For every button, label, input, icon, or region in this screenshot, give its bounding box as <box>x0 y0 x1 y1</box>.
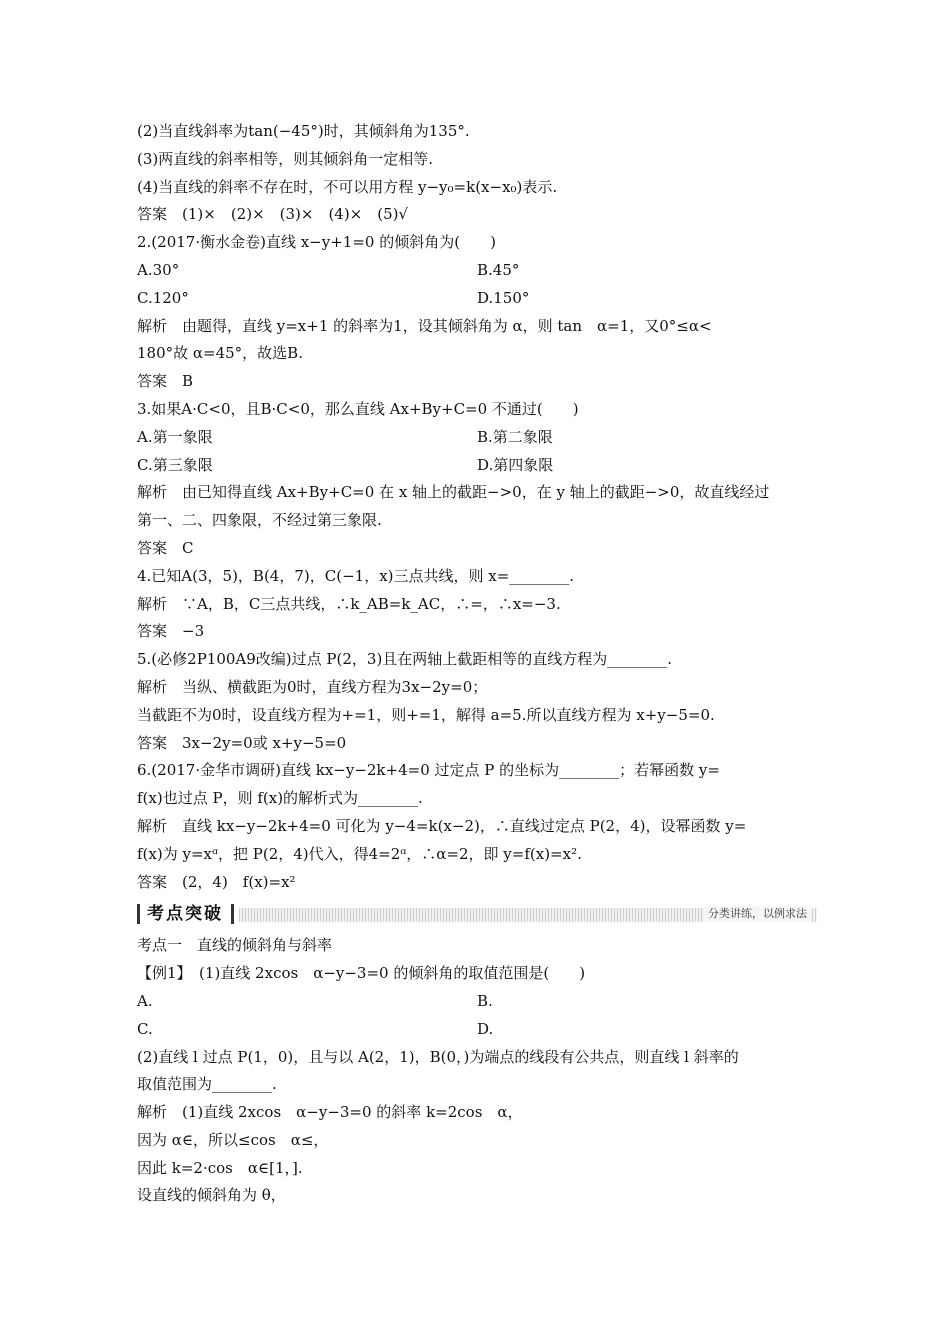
option-c: C.120° <box>137 288 189 307</box>
solution-line: 设直线的倾斜角为 θ， <box>137 1186 286 1205</box>
answer-line: 答案 3x−2y=0或 x+y−5=0 <box>137 733 347 752</box>
answer-line: 答案 −3 <box>137 622 205 641</box>
option-d: D.150° <box>477 288 530 307</box>
question-6: 6.(2017·金华市调研)直线 kx−y−2k+4=0 过定点 P 的坐标为________；若幂函数 y= <box>137 761 720 780</box>
banner-bar-icon <box>137 904 140 924</box>
answer-line: 答案 (1)× (2)× (3)× (4)× (5)√ <box>137 205 409 224</box>
option-c: C. <box>137 1019 153 1038</box>
text-line: (2)当直线斜率为tan(−45°)时，其倾斜角为135°. <box>137 122 470 140</box>
banner-tag: 分类讲练，以例求法 <box>704 906 811 922</box>
section-banner <box>137 902 817 926</box>
solution-line: 因为 α∈，所以≤cos α≤， <box>137 1130 329 1149</box>
banner-title: 考点突破 <box>147 904 223 925</box>
option-d: D. <box>477 1019 494 1038</box>
text-line: (3)两直线的斜率相等，则其倾斜角一定相等. <box>137 149 434 168</box>
answer-line: 答案 B <box>137 372 194 391</box>
option-a: A.第一象限 <box>137 427 213 446</box>
option-d: D.第四象限 <box>477 455 554 474</box>
solution-line: 解析 当纵、横截距为0时，直线方程为3x−2y=0； <box>137 677 488 696</box>
question-4: 4.已知A(3，5)，B(4，7)，C(−1，x)三点共线，则 x=________. <box>137 566 575 585</box>
solution-line: 解析 由题得，直线 y=x+1 的斜率为1，设其倾斜角为 α，则 tan α=1，又0°≤α< <box>137 316 712 335</box>
solution-line: 解析 (1)直线 2xcos α−y−3=0 的斜率 k=2cos α， <box>137 1103 523 1122</box>
text-line: (4)当直线的斜率不存在时，不可以用方程 y−y₀=k(x−x₀)表示. <box>137 177 558 196</box>
banner-divider-icon <box>231 904 234 924</box>
solution-line: 当截距不为0时，设直线方程为+=1，则+=1，解得 a=5.所以直线方程为 x+y−5=0. <box>137 705 715 724</box>
q2-options-row-2 <box>137 285 817 313</box>
solution-line: 解析 由已知得直线 Ax+By+C=0 在 x 轴上的截距−>0，在 y 轴上的截距−>0，故直线经过 <box>137 483 770 502</box>
option-b: B.45° <box>477 260 520 279</box>
text-line: 取值范围为________. <box>137 1075 277 1094</box>
solution-line: 解析 直线 kx−y−2k+4=0 可化为 y−4=k(x−2)，∴直线过定点 P(2，4)，设幂函数 y= <box>137 816 747 835</box>
answer-line: 答案 (2，4) f(x)=x² <box>137 872 296 891</box>
question-2: 2.(2017·衡水金卷)直线 x−y+1=0 的倾斜角为( ) <box>137 233 496 252</box>
question-6-cont: f(x)也过点 P，则 f(x)的解析式为________. <box>137 789 423 808</box>
solution-line: 解析 ∵A，B，C三点共线，∴k_AB=k_AC，∴=，∴x=−3. <box>137 594 561 613</box>
solution-line: 180°故 α=45°，故选B. <box>137 344 303 363</box>
option-b: B.第二象限 <box>477 427 553 446</box>
ex1-options-row-1 <box>137 988 817 1016</box>
question-3: 3.如果A·C<0，且B·C<0，那么直线 Ax+By+C=0 不通过( ) <box>137 399 579 418</box>
example-1: 【例1】 (1)直线 2xcos α−y−3=0 的倾斜角的取值范围是( ) <box>137 964 586 983</box>
question-5: 5.(必修2P100A9改编)过点 P(2，3)且在两轴上截距相等的直线方程为________. <box>137 650 673 669</box>
text-line: (2)直线 l 过点 P(1，0)，且与以 A(2，1)，B(0，)为端点的线段有公共点，则直线 l 斜率的 <box>137 1047 739 1066</box>
q3-options-row-1 <box>137 424 817 452</box>
option-b: B. <box>477 991 493 1010</box>
section-heading: 考点一 直线的倾斜角与斜率 <box>137 936 333 955</box>
q3-options-row-2 <box>137 452 817 480</box>
answer-line: 答案 C <box>137 538 194 557</box>
q2-options-row-1 <box>137 257 817 285</box>
option-a: A.30° <box>137 260 180 279</box>
option-c: C.第三象限 <box>137 455 213 474</box>
option-a: A. <box>137 991 153 1010</box>
solution-line: 第一、二、四象限，不经过第三象限. <box>137 511 382 530</box>
ex1-options-row-2 <box>137 1016 817 1044</box>
document-page <box>137 118 817 1210</box>
solution-line: f(x)为 y=xᵅ，把 P(2，4)代入，得4=2ᵅ，∴α=2，即 y=f(x)=x². <box>137 844 582 863</box>
solution-line: 因此 k=2·cos α∈[1，]. <box>137 1158 303 1177</box>
